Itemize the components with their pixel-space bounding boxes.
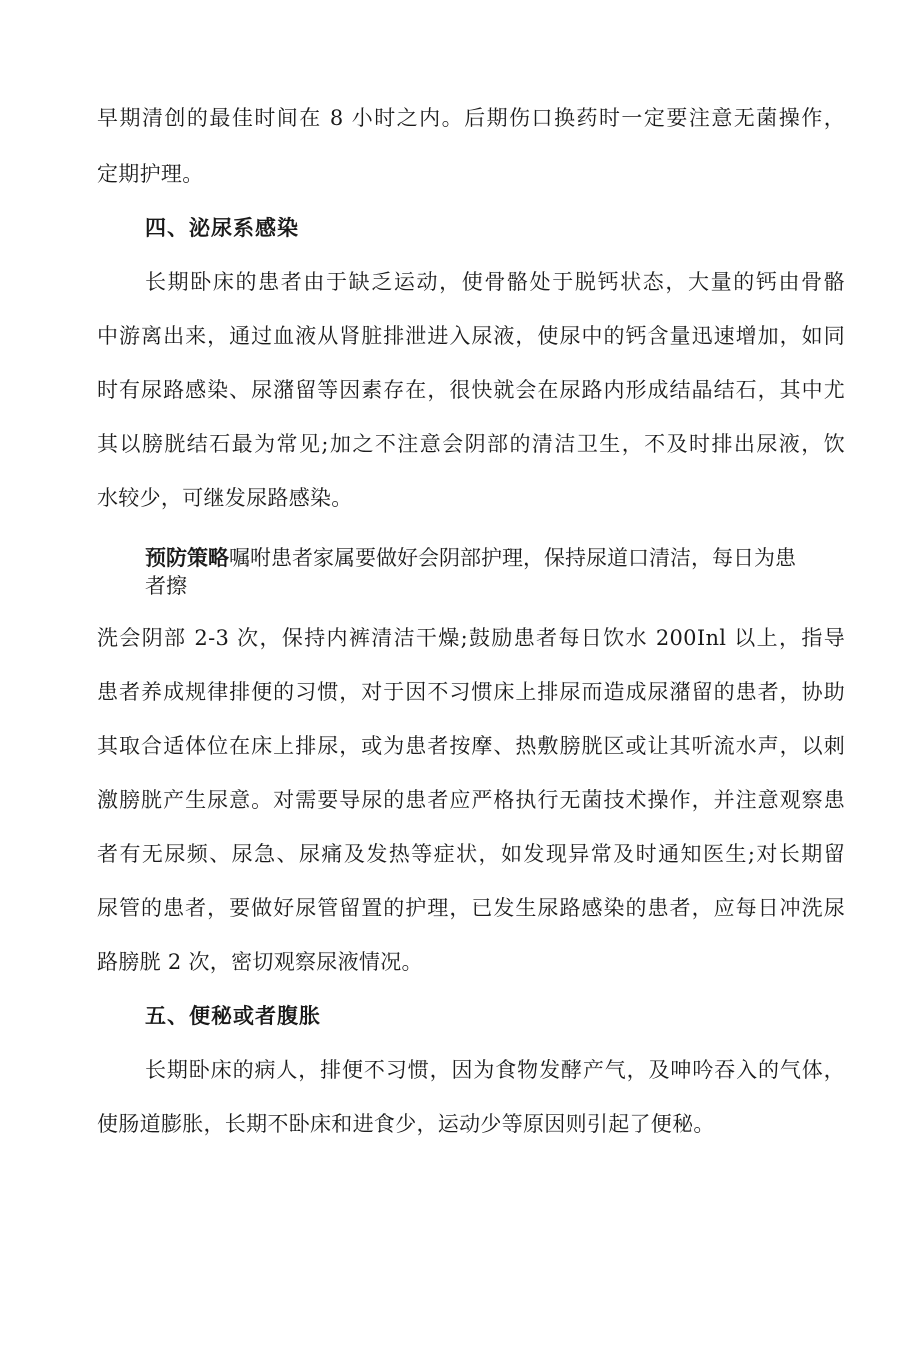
text-line: 其取合适体位在床上排尿，或为患者按摩、热敷膀胱区或让其听流水声，以刺 <box>97 734 845 758</box>
text-line: 水较少，可继发尿路感染。 <box>97 486 353 510</box>
text-line: 长期卧床的病人，排便不习惯，因为食物发酵产气，及呻吟吞入的气体， <box>145 1058 845 1082</box>
text-line: 使肠道膨胀，长期不卧床和进食少，运动少等原因则引起了便秘。 <box>97 1112 715 1136</box>
strategy-label: 预防策略 <box>145 545 229 570</box>
text-line: 患者养成规律排便的习惯，对于因不习惯床上排尿而造成尿潴留的患者，协助 <box>97 680 845 704</box>
text-line: 者有无尿频、尿急、尿痛及发热等症状，如发现异常及时通知医生;对长期留 <box>97 842 845 866</box>
strategy-text: 嘱咐患者家属要做好会阴部护理，保持尿道口清洁，每日为患 <box>229 546 796 570</box>
text-line: 洗会阴部 2-3 次，保持内裤清洁干燥;鼓励患者每日饮水 200Inl 以上，指导 <box>97 626 845 650</box>
text-line: 长期卧床的患者由于缺乏运动，使骨骼处于脱钙状态，大量的钙由骨骼 <box>145 270 845 294</box>
text-line: 其以膀胱结石最为常见;加之不注意会阴部的清洁卫生，不及时排出尿液，饮 <box>97 432 845 456</box>
text-line: 时有尿路感染、尿潴留等因素存在，很快就会在尿路内形成结晶结石，其中尤 <box>97 378 845 402</box>
section-heading: 五、便秘或者腹胀 <box>145 1003 321 1028</box>
text-line: 早期清创的最佳时间在 8 小时之内。后期伤口换药时一定要注意无菌操作， <box>97 106 845 130</box>
text-line: 尿管的患者，要做好尿管留置的护理，已发生尿路感染的患者，应每日冲洗尿 <box>97 896 845 920</box>
text-line: 路膀胱 2 次，密切观察尿液情况。 <box>97 950 423 974</box>
strategy-wrap: 者擦 <box>145 574 187 598</box>
text-line: 中游离出来，通过血液从肾脏排泄进入尿液，使尿中的钙含量迅速增加，如同 <box>97 324 845 348</box>
text-line: 激膀胱产生尿意。对需要导尿的患者应严格执行无菌技术操作，并注意观察患 <box>97 788 845 812</box>
text-line: 定期护理。 <box>97 162 204 186</box>
section-heading: 四、泌尿系感染 <box>145 215 299 240</box>
prevention-strategy <box>145 544 845 600</box>
